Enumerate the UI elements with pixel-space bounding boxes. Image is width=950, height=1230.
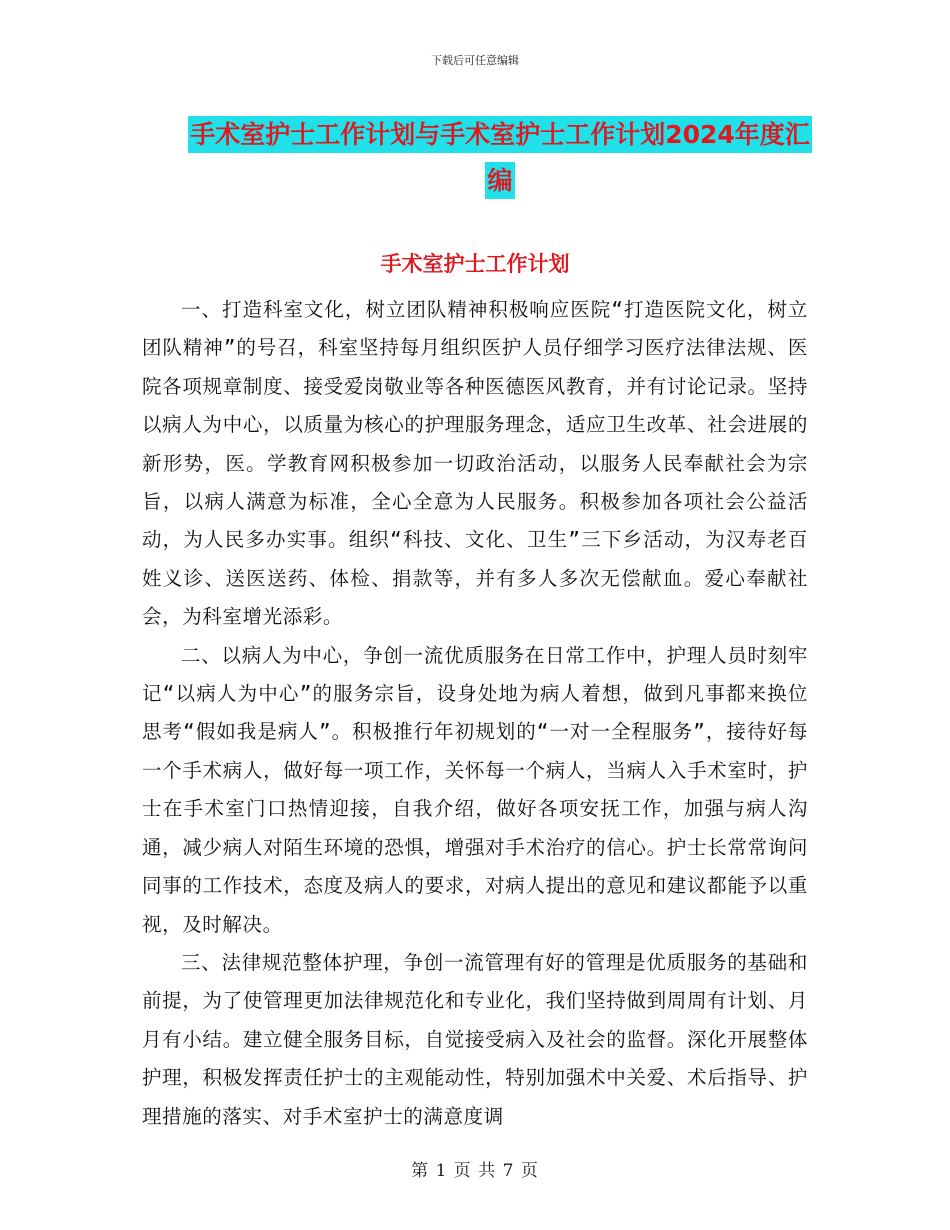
document-body [142,291,808,1136]
paragraph-3: 三、法律规范整体护理，争创一流管理有好的管理是优质服务的基础和前提，为了使管理更加法律规范化和专业化，我们坚持做到周周有计划、月月有小结。建立健全服务目标，自觉接受病入及社会的监督。深化开展整体护理，积极发挥责任护士的主观能动性，特别加强术中关爱、术后指导、护理措施的落实、对手术室护士的满意度调 [142,950,808,1128]
section-title: 手术室护士工作计划 [380,252,570,276]
document-title [188,112,812,204]
paragraph-1: 一、打造科室文化，树立团队精神积极响应医院“打造医院文化，树立团队精神”的号召，科室坚持每月组织医护人员仔细学习医疗法律法规、医院各项规章制度、接受爱岗敬业等各种医德医风教育，并有讨论记录。坚持以病人为中心，以质量为核心的护理服务理念，适应卫生改革、社会进展的新形势，医。学教育网积极参加一切政治活动，以服务人民奉献社会为宗旨，以病人满意为标准，全心全意为人民服务。积极参加各项社会公益活动，为人民多办实事。组织“科技、文化、卫生”三下乡活动，为汉寿老百姓义诊、送医送药、体检、捐款等，并有多人多次无偿献血。爱心奉献社会，为科室增光添彩。 [142,298,808,629]
header-note: 下载后可任意编辑 [431,54,519,67]
paragraph-2: 二、以病人为中心，争创一流优质服务在日常工作中，护理人员时刻牢记“以病人为中心”的服务宗旨，设身处地为病人着想，做到凡事都来换位思考“假如我是病人”。积极推行年初规划的“一对一全程服务”，接待好每一个手术病人，做好每一项工作，关怀每一个病人，当病人入手术室时，护士在手术室门口热情迎接，自我介绍，做好各项安抚工作，加强与病人沟通，减少病人对陌生环境的恐惧，增强对手术治疗的信心。护士长常常询问同事的工作技术，态度及病人的要求，对病人提出的意见和建议都能予以重视，及时解决。 [142,643,808,936]
document-title-text: 手术室护士工作计划与手术室护士工作计划2024年度汇编 [188,116,812,199]
page-number-footer: 第 1 页 共 7 页 [411,1161,539,1181]
